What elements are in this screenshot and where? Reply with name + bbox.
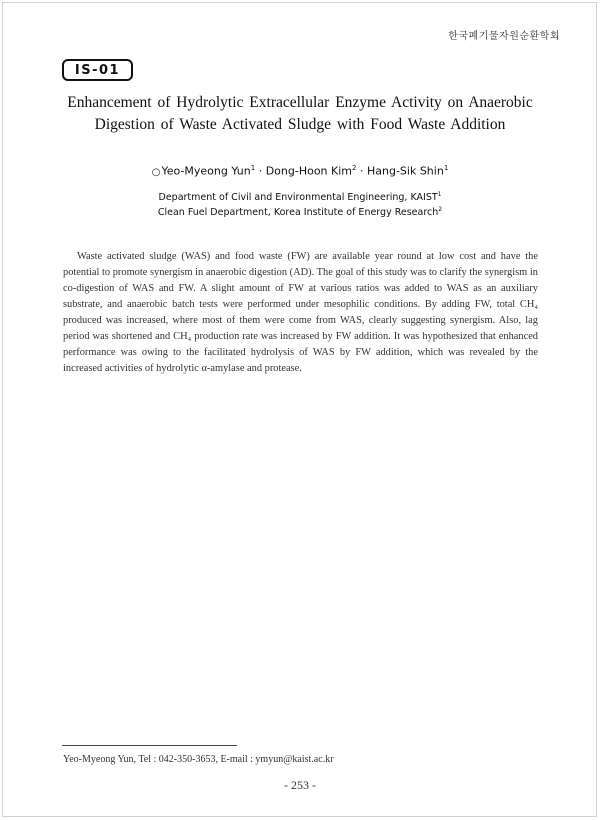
author-name: Dong-Hoon Kim xyxy=(265,164,353,178)
author-name: Yeo-Myeong Yun xyxy=(161,164,251,178)
page-number: - 253 - xyxy=(284,778,316,792)
affiliation-mark: 2 xyxy=(438,206,443,213)
author-separator: · xyxy=(356,164,367,178)
author-separator: · xyxy=(255,164,266,178)
affiliation-1 xyxy=(0,191,600,203)
affiliation-text: Clean Fuel Department, Korea Institute of Energy Research xyxy=(157,207,439,219)
author-affil-mark: 2 xyxy=(352,164,357,172)
author-affil-mark: 1 xyxy=(443,164,449,172)
society-header: 한국폐기물자원순환학회 xyxy=(448,31,560,42)
presenter-mark: ○ xyxy=(151,166,161,178)
paper-title-line-1: Enhancement of Hydrolytic Extracellular Enzyme Activity on Anaerobic xyxy=(67,94,533,111)
author-name: Hang-Sik Shin xyxy=(366,164,444,178)
affiliation-text: Department of Civil and Environmental Engineering, KAIST xyxy=(158,192,438,204)
author-affil-mark: 1 xyxy=(250,164,256,172)
affiliation-mark: 1 xyxy=(437,191,442,198)
session-code-badge: IS-01 xyxy=(62,59,133,81)
affiliation-2 xyxy=(0,206,600,218)
corresponding-author-footnote: Yeo-Myeong Yun, Tel : 042-350-3653, E-mail : ymyun@kaist.ac.kr xyxy=(63,754,334,765)
footnote-divider xyxy=(62,745,237,746)
paper-title-line-2: Digestion of Waste Activated Sludge with Food Waste Addition xyxy=(94,116,506,133)
abstract-paragraph: Waste activated sludge (WAS) and food waste (FW) are available year round at low cost and have the potential to promote synergism in anaerobic digestion (AD). The goal of this study was to clarify the synergism in co-digestion of WAS and FW. A slight amount of FW at various ratios was added to WAS as an auxiliary substrate, and anaerobic batch tests were performed under mesophilic conditions. By adding FW, total CH₄ produced was increased, where most of them were come from WAS, clearly suggesting synergism. Also, lag period was shortened and CH₄ production rate was increased by FW addition. It was hypothesized that enhanced performance was owing to the facilitated hydrolysis of WAS by FW addition, which was revealed by the increased activities of hydrolytic α-amylase and protease. xyxy=(63,251,538,374)
author-list xyxy=(0,164,600,178)
